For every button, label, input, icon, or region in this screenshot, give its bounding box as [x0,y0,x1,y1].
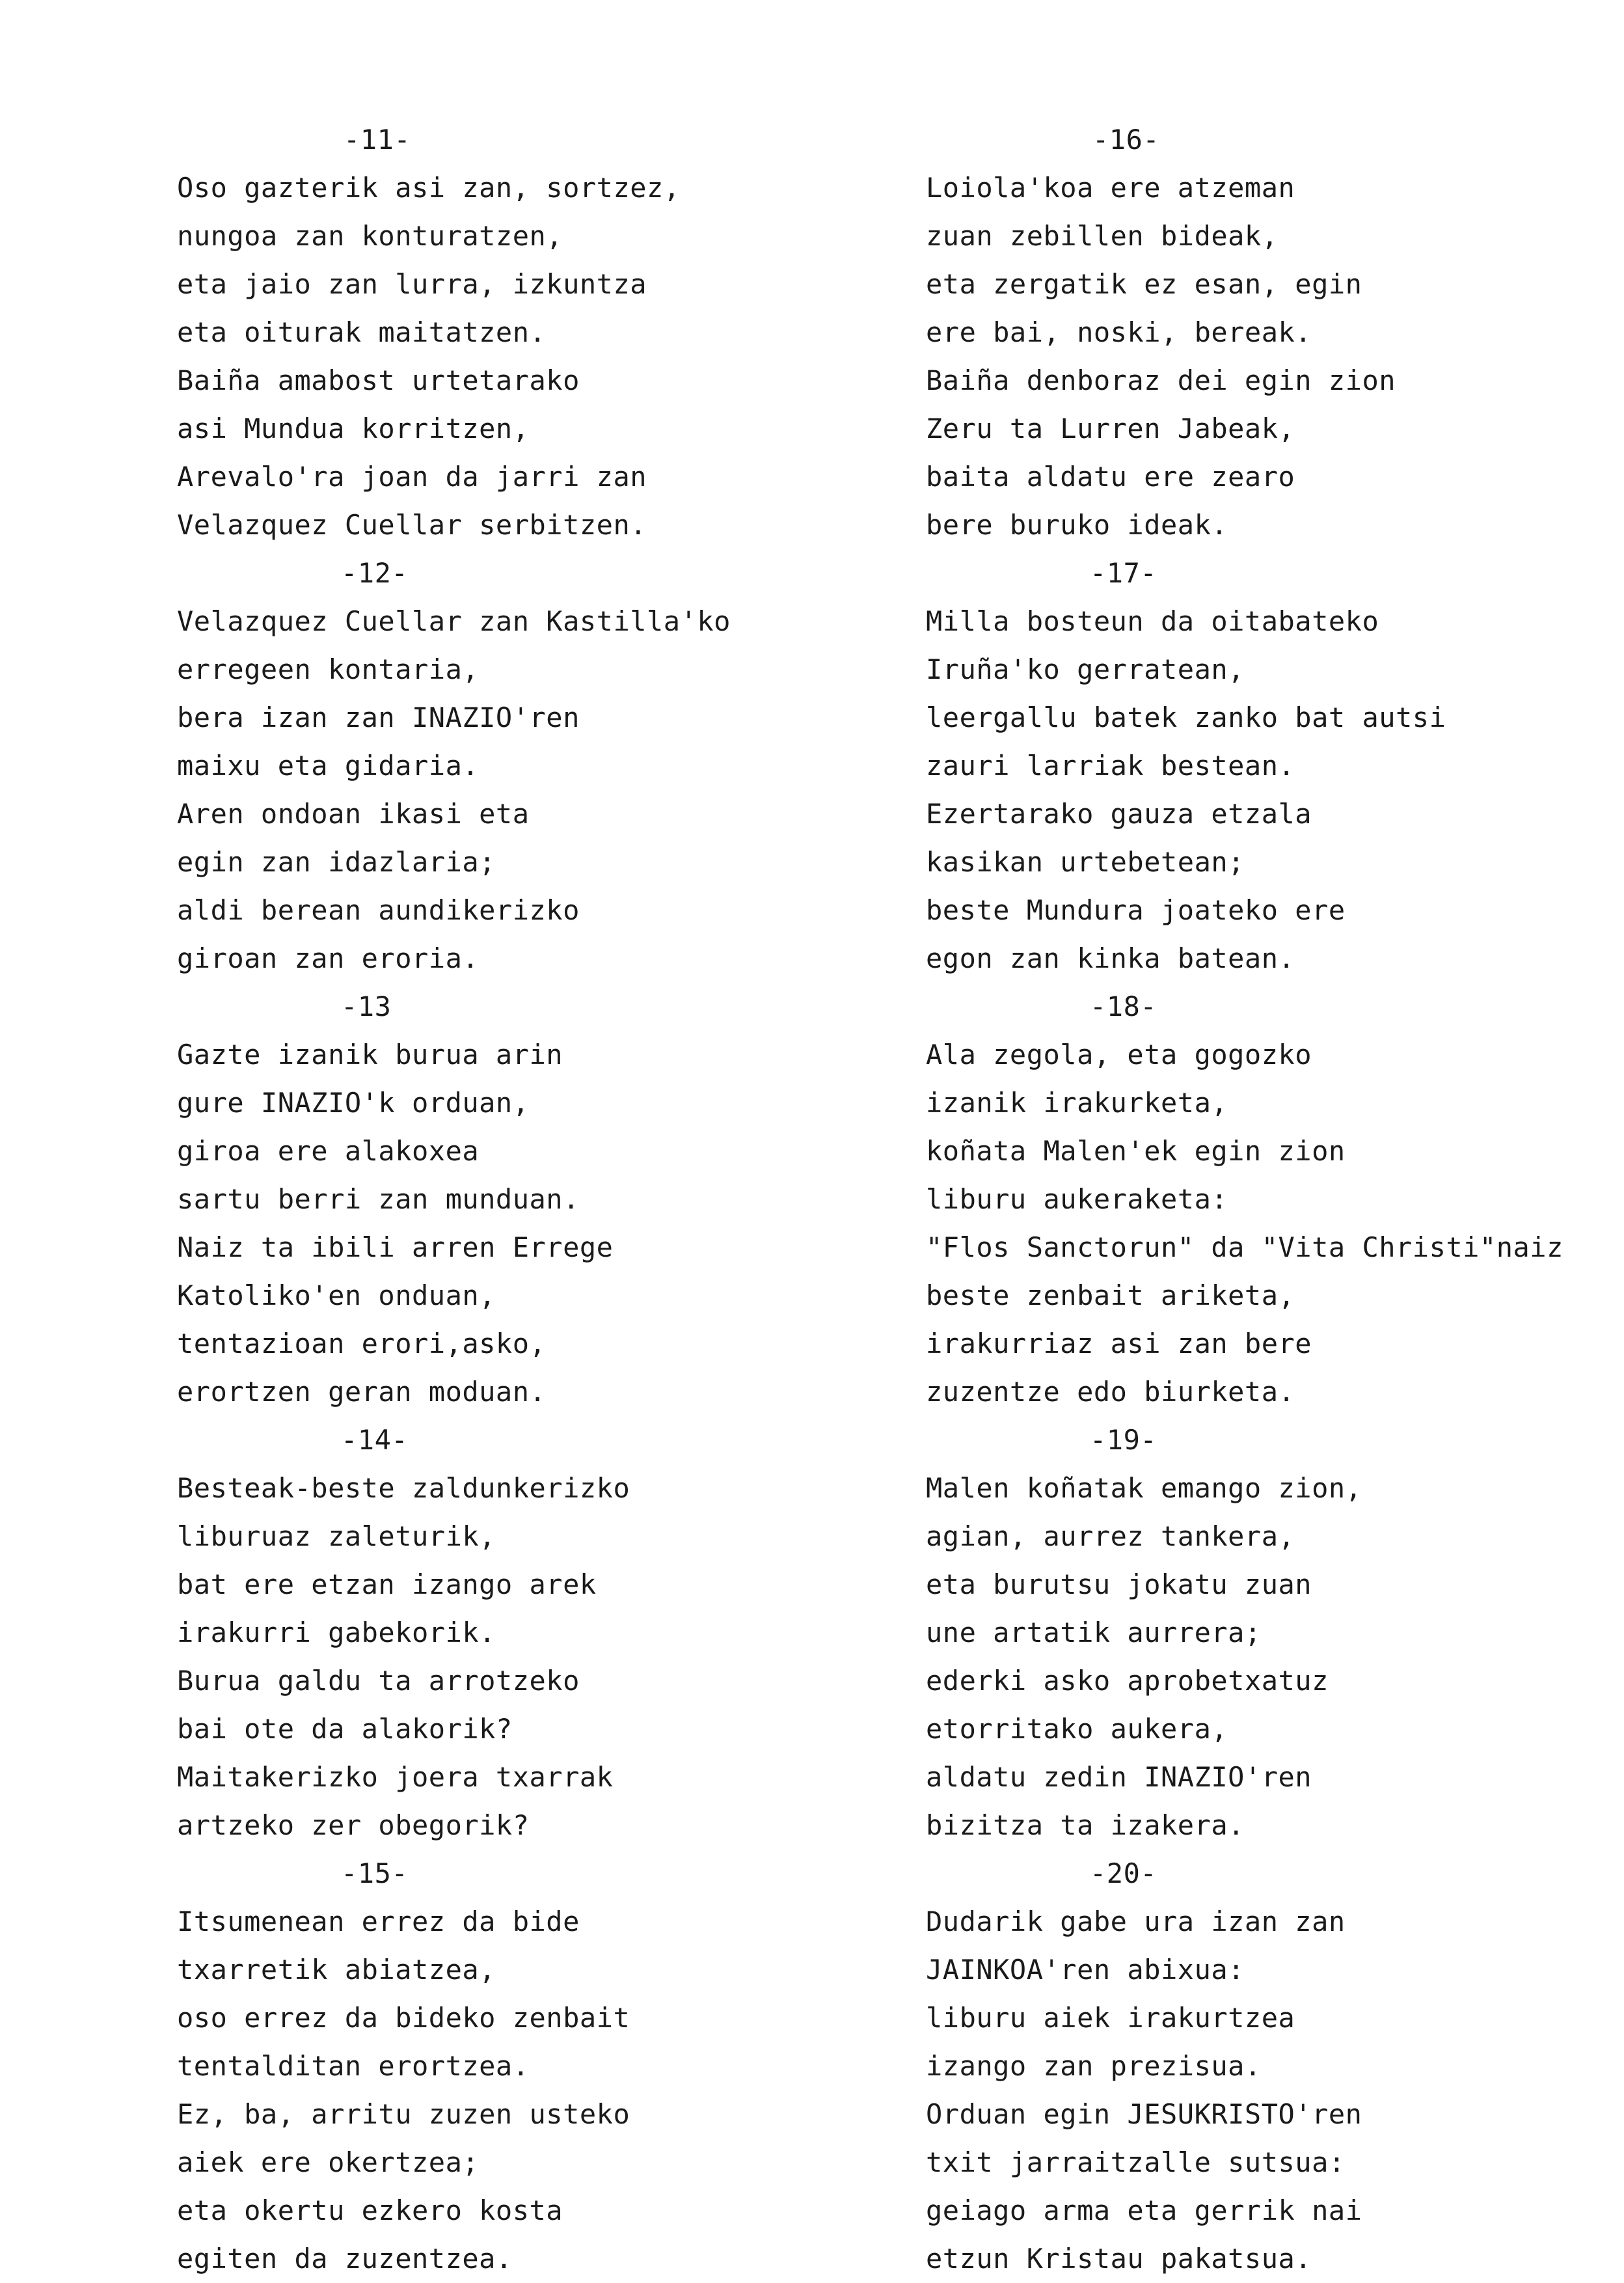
stanza-number: -13 [341,991,392,1022]
verse-line: bai ote da alakorik? [177,1713,513,1745]
verse-line: tentazioan erori,asko, [177,1328,547,1360]
verse-line: izango zan prezisua. [926,2050,1262,2082]
verse-line: egon zan kinka batean. [926,942,1295,974]
page-number-left: -11- [344,124,411,156]
page-number-right: -16- [1092,124,1160,156]
verse-line: Ala zegola, eta gogozko [926,1039,1312,1071]
verse-line: irakurriaz asi zan bere [926,1328,1312,1360]
verse-line: Katoliko'en onduan, [177,1279,496,1311]
verse-line: agian, aurrez tankera, [926,1520,1295,1552]
verse-line: oso errez da bideko zenbait [177,2002,630,2034]
verse-line: zauri larriak bestean. [926,750,1295,782]
verse-line: "Flos Sanctorun" da "Vita Christi"naiz [926,1231,1563,1263]
verse-line: eta zergatik ez esan, egin [926,268,1362,300]
stanza-number: -14- [341,1424,409,1456]
verse-line: Iruña'ko gerratean, [926,653,1245,685]
verse-line: JAINKOA'ren abixua: [926,1954,1245,1986]
left-column [177,116,945,2283]
verse-line: artzeko zer obegorik? [177,1809,530,1841]
stanza-number: -12- [341,557,409,589]
verse-line: Arevalo'ra joan da jarri zan [177,461,647,493]
verse-line: Velazquez Cuellar zan Kastilla'ko [177,605,731,637]
verse-line: eta okertu ezkero kosta [177,2194,563,2226]
verse-line: Itsumenean errez da bide [177,1906,580,1937]
verse-line: Oso gazterik asi zan, sortzez, [177,172,681,204]
stanza-number: -15- [341,1857,409,1889]
verse-line: bera izan zan INAZIO'ren [177,702,580,733]
verse-line: txarretik abiatzea, [177,1954,496,1986]
verse-line: etzun Kristau pakatsua. [926,2243,1312,2275]
verse-line: giroan zan eroria. [177,942,480,974]
verse-line: Zeru ta Lurren Jabeak, [926,413,1295,444]
right-column [926,116,1624,2283]
verse-line: zuzentze edo biurketa. [926,1376,1295,1408]
verse-line: aldatu zedin INAZIO'ren [926,1761,1312,1793]
verse-line: Gazte izanik burua arin [177,1039,563,1071]
verse-line: baita aldatu ere zearo [926,461,1295,493]
verse-line: liburu aiek irakurtzea [926,2002,1295,2034]
verse-line: bat ere etzan izango arek [177,1568,597,1600]
verse-line: maixu eta gidaria. [177,750,480,782]
stanza-number: -18- [1090,991,1157,1022]
verse-line: kasikan urtebetean; [926,846,1245,878]
verse-line: izanik irakurketa, [926,1087,1228,1119]
verse-line: Baiña amabost urtetarako [177,364,580,396]
verse-line: Burua galdu ta arrotzeko [177,1665,580,1697]
verse-line: beste zenbait ariketa, [926,1279,1295,1311]
verse-line: sartu berri zan munduan. [177,1183,580,1215]
verse-line: gure INAZIO'k orduan, [177,1087,530,1119]
verse-line: asi Mundua korritzen, [177,413,530,444]
verse-line: bizitza ta izakera. [926,1809,1245,1841]
verse-line: ederki asko aprobetxatuz [926,1665,1329,1697]
verse-line: Naiz ta ibili arren Errege [177,1231,614,1263]
verse-line: erortzen geran moduan. [177,1376,547,1408]
verse-line: aiek ere okertzea; [177,2146,480,2178]
verse-line: Aren ondoan ikasi eta [177,798,530,830]
verse-line: bere buruko ideak. [926,509,1228,541]
verse-line: eta burutsu jokatu zuan [926,1568,1312,1600]
verse-line: Dudarik gabe ura izan zan [926,1906,1346,1937]
verse-line: eta oiturak maitatzen. [177,316,547,348]
verse-line: txit jarraitzalle sutsua: [926,2146,1346,2178]
verse-line: Ezertarako gauza etzala [926,798,1312,830]
verse-line: nungoa zan konturatzen, [177,220,563,252]
verse-line: egiten da zuzentzea. [177,2243,513,2275]
verse-line: Milla bosteun da oitabateko [926,605,1379,637]
right-lines [926,164,1624,2283]
verse-line: une artatik aurrera; [926,1617,1262,1648]
verse-line: Maitakerizko joera txarrak [177,1761,614,1793]
stanza-number: -19- [1090,1424,1157,1456]
verse-line: liburuaz zaleturik, [177,1520,496,1552]
left-lines [177,164,945,2283]
verse-line: Besteak-beste zaldunkerizko [177,1472,630,1504]
verse-line: beste Mundura joateko ere [926,894,1346,926]
verse-line: aldi berean aundikerizko [177,894,580,926]
verse-line: erregeen kontaria, [177,653,480,685]
verse-line: giroa ere alakoxea [177,1135,480,1167]
verse-line: zuan zebillen bideak, [926,220,1279,252]
verse-line: irakurri gabekorik. [177,1617,496,1648]
verse-line: leergallu batek zanko bat autsi [926,702,1446,733]
verse-line: Ez, ba, arritu zuzen usteko [177,2098,630,2130]
verse-line: Orduan egin JESUKRISTO'ren [926,2098,1362,2130]
verse-line: liburu aukeraketa: [926,1183,1228,1215]
stanza-number: -20- [1090,1857,1157,1889]
verse-line: Velazquez Cuellar serbitzen. [177,509,647,541]
verse-line: Loiola'koa ere atzeman [926,172,1295,204]
stanza-number: -17- [1090,557,1157,589]
verse-line: eta jaio zan lurra, izkuntza [177,268,647,300]
verse-line: geiago arma eta gerrik nai [926,2194,1362,2226]
verse-line: koñata Malen'ek egin zion [926,1135,1346,1167]
verse-line: ere bai, noski, bereak. [926,316,1312,348]
verse-line: tentalditan erortzea. [177,2050,530,2082]
verse-line: Baiña denboraz dei egin zion [926,364,1396,396]
verse-line: egin zan idazlaria; [177,846,496,878]
verse-line: etorritako aukera, [926,1713,1228,1745]
verse-line: Malen koñatak emango zion, [926,1472,1362,1504]
